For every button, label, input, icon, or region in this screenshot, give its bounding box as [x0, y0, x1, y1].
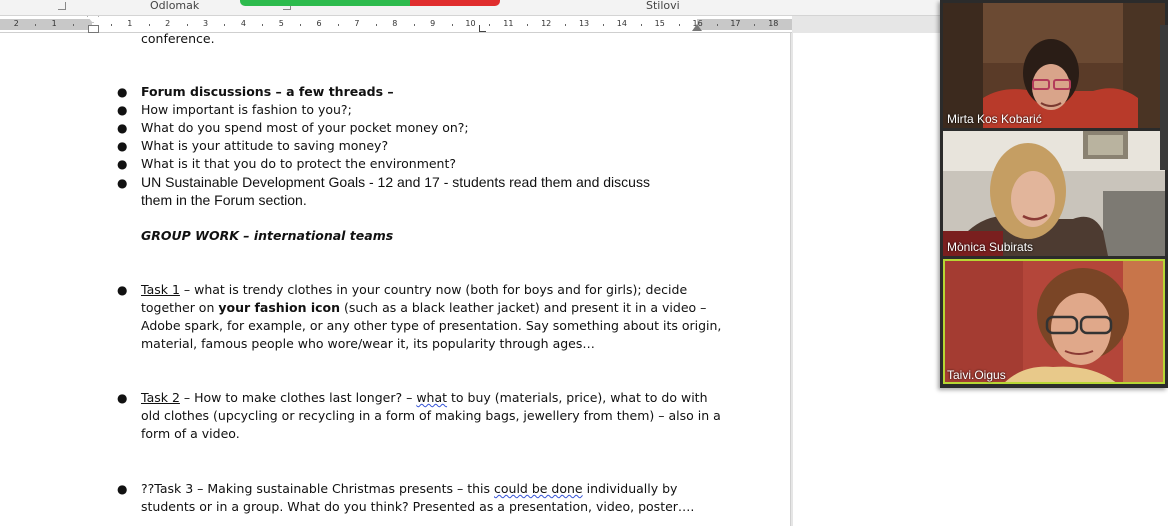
forum-question-1: How important is fashion to you?;	[141, 102, 352, 117]
bullet-icon: ●	[117, 391, 128, 405]
task3-line-2: students or in a group. What do you think? Presented as a presentation, video, poster….	[141, 499, 695, 514]
left-indent-marker[interactable]	[88, 25, 99, 33]
stop-share-button[interactable]	[410, 0, 500, 6]
participant-video-3	[943, 259, 1165, 384]
ruler-tick	[489, 24, 490, 26]
partial-text-line: conference.	[141, 33, 215, 46]
ruler-tick	[679, 24, 680, 26]
ruler-number: 9	[430, 19, 436, 28]
task1-line-3: Adobe spark, for example, or any other type of presentation. Say something about its origin,	[141, 318, 722, 333]
ruler-tick	[603, 24, 604, 26]
participant-video-1	[943, 3, 1165, 128]
ruler-tick	[73, 24, 74, 26]
ruler-tick	[376, 24, 377, 26]
ruler-tick	[754, 24, 755, 26]
participant-tile-1[interactable]	[943, 3, 1165, 128]
participant-name-2: Mònica Subirats	[947, 240, 1034, 254]
bullet-icon: ●	[117, 139, 128, 153]
document-page[interactable]	[0, 33, 791, 526]
bullet-icon: ●	[117, 283, 128, 297]
dialog-launcher-icon[interactable]	[58, 2, 66, 10]
forum-heading: Forum discussions – a few threads –	[141, 84, 394, 99]
ruler-tick	[224, 24, 225, 26]
ribbon-group-styles: Stilovi	[646, 0, 680, 12]
ruler-number: 10	[465, 19, 476, 28]
forum-question-3: What is your attitude to saving money?	[141, 138, 389, 153]
task1-label: Task 1	[141, 282, 180, 297]
participant-name-3: Taivi.Oigus	[947, 368, 1006, 382]
ruler-number: 16	[692, 19, 703, 28]
fashion-icon-emphasis: your fashion icon	[218, 300, 341, 315]
ruler-tick	[187, 24, 188, 26]
ruler-number: 2	[165, 19, 171, 28]
participant-tile-3-active-speaker[interactable]	[943, 259, 1165, 384]
ruler-tick	[300, 24, 301, 26]
bullet-icon: ●	[117, 103, 128, 117]
spelling-flag[interactable]: what	[416, 390, 448, 405]
task2-line-3: form of a video.	[141, 426, 240, 441]
ruler-number: 3	[203, 19, 209, 28]
task1-line-2: together on your fashion icon (such as a black leather jacket) and present it in a video –	[141, 300, 707, 315]
bullet-icon: ●	[117, 121, 128, 135]
forum-question-4: What is it that you do to protect the environment?	[141, 156, 457, 171]
ruler-number: 5	[278, 19, 284, 28]
horizontal-ruler[interactable]	[0, 16, 792, 33]
ruler-number: 17	[730, 19, 741, 28]
ruler-tick	[527, 24, 528, 26]
ruler-tick	[35, 24, 36, 26]
ruler-tick	[414, 24, 415, 26]
task2-label: Task 2	[141, 390, 180, 405]
ruler-tick	[565, 24, 566, 26]
participant-tile-2[interactable]	[943, 131, 1165, 256]
sharing-status[interactable]	[240, 0, 410, 6]
right-indent-marker[interactable]	[692, 24, 702, 31]
bullet-icon: ●	[117, 482, 128, 496]
grammar-flag[interactable]: could be done	[494, 481, 583, 496]
ruler-number: 7	[354, 19, 360, 28]
panel-side-toolbar[interactable]	[1160, 25, 1168, 170]
ruler-tick	[262, 24, 263, 26]
ruler-tick	[111, 24, 112, 26]
group-work-heading: GROUP WORK – international teams	[141, 228, 394, 243]
ruler-number: 11	[503, 19, 514, 28]
bullet-icon: ●	[117, 176, 128, 190]
ruler-number: 2	[13, 19, 19, 28]
task1-line-4: material, famous people who wore/wear it, its popularity through ages…	[141, 336, 595, 351]
screen-share-toolbar[interactable]	[240, 0, 500, 6]
bullet-icon: ●	[117, 85, 128, 99]
ruler-tick	[338, 24, 339, 26]
ruler-tick	[149, 24, 150, 26]
task3-line-1: ??Task 3 – Making sustainable Christmas presents – this could be done individually by	[141, 481, 678, 496]
ruler-number: 1	[127, 19, 133, 28]
un-goals-line-1: UN Sustainable Development Goals - 12 and 17 - students read them and discuss	[141, 174, 650, 190]
forum-question-2: What do you spend most of your pocket money on?;	[141, 120, 469, 135]
ruler-number: 18	[768, 19, 779, 28]
ruler-number: 14	[616, 19, 627, 28]
task2-line-1: Task 2 – How to make clothes last longer? – what to buy (materials, price), what to do with	[141, 390, 708, 405]
un-goals-line-2: them in the Forum section.	[141, 192, 307, 208]
participant-name-1: Mirta Kos Kobarić	[947, 112, 1042, 126]
video-gallery-panel[interactable]	[940, 0, 1168, 388]
ruler-tick	[717, 24, 718, 26]
tab-stop-marker[interactable]	[479, 25, 486, 32]
ruler-number: 1	[51, 19, 57, 28]
ruler-number: 6	[316, 19, 322, 28]
ribbon-group-paragraph: Odlomak	[150, 0, 200, 12]
participant-video-2	[943, 131, 1165, 256]
ruler-number: 15	[654, 19, 665, 28]
task2-line-2: old clothes (upcycling or recycling in a form of making bags, jewellery from them) – also in a	[141, 408, 721, 423]
ruler-number: 13	[578, 19, 590, 28]
ruler-number: 12	[541, 19, 552, 28]
ruler-tick	[452, 24, 453, 26]
ruler-number: 8	[392, 19, 398, 28]
ruler-number: 4	[240, 19, 246, 28]
ruler-tick	[641, 24, 642, 26]
bullet-icon: ●	[117, 157, 128, 171]
task1-line-1: Task 1 – what is trendy clothes in your country now (both for boys and for girls); decide	[141, 282, 688, 297]
